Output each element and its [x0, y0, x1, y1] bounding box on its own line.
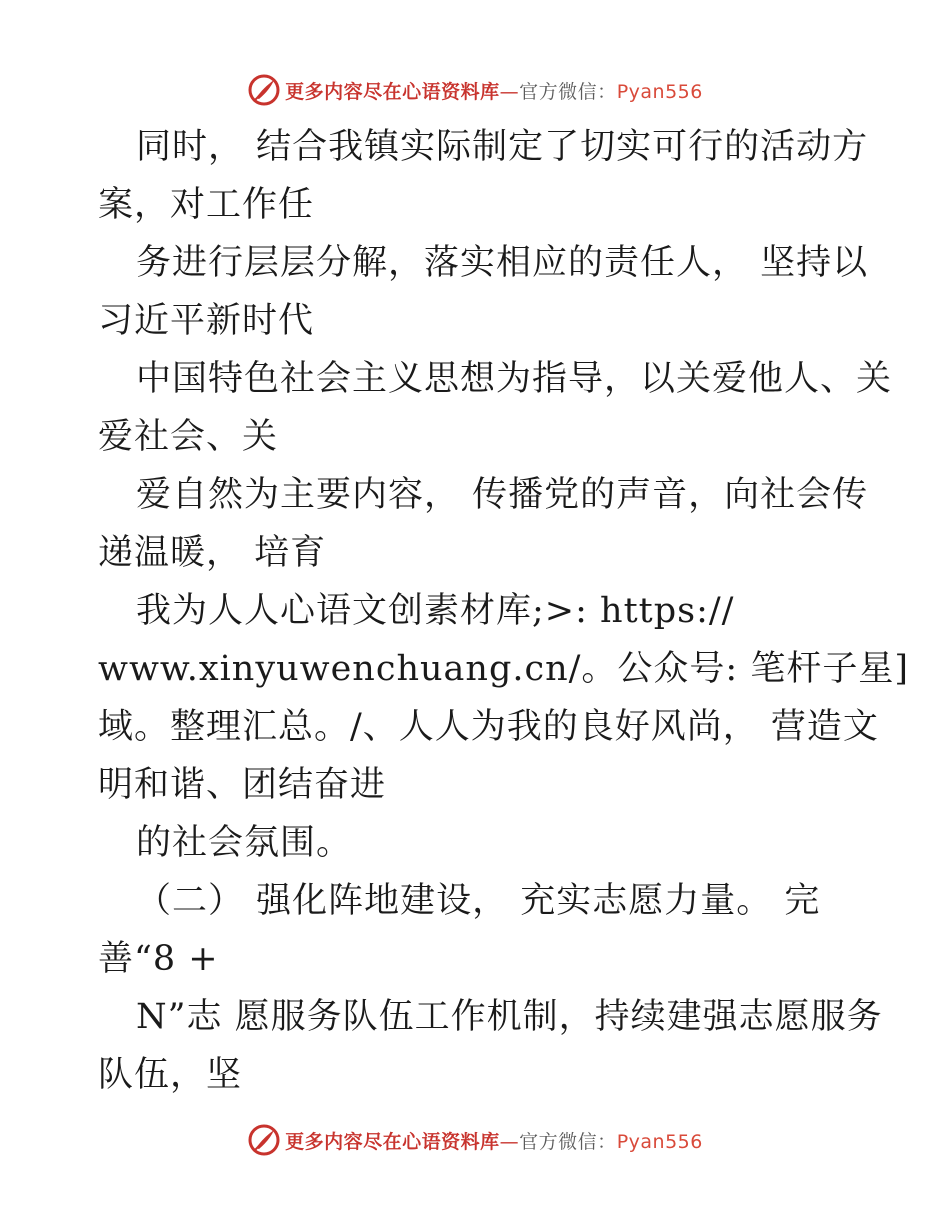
text-line: www.xinyuwenchuang.cn/。公众号: 笔杆子星] [98, 649, 909, 689]
quill-pen-logo-icon [247, 73, 281, 107]
banner-dash: — [499, 1130, 520, 1153]
text-line: 案，对工作任 [98, 185, 315, 225]
banner-brand: 更多内容尽在心语资料库 [285, 1130, 500, 1153]
header-banner [0, 68, 950, 112]
banner-text [285, 77, 703, 104]
text-line: 递温暖， 培育 [98, 533, 327, 573]
text-line: 的社会氛围。 [136, 823, 353, 863]
text-line: 同时， 结合我镇实际制定了切实可行的活动方 [136, 127, 869, 167]
text-line: 中国特色社会主义思想为指导，以关爱他人、关 [136, 359, 893, 399]
text-line: （二） 强化阵地建设， 充实志愿力量。 完 [136, 881, 821, 921]
text-line: 务进行层层分解，落实相应的责任人， 坚持以 [136, 243, 869, 283]
text-line: 善“8 + [98, 939, 219, 979]
banner-text [285, 1127, 703, 1154]
text-line: 队伍，坚 [98, 1055, 243, 1095]
footer-banner [0, 1118, 950, 1162]
text-line: 我为人人心语文创素材库;>: https:// [136, 591, 735, 631]
text-line: 爱社会、关 [98, 417, 279, 457]
text-line: 明和谐、团结奋进 [98, 765, 387, 805]
banner-dash: — [499, 80, 520, 103]
quill-pen-logo-icon [247, 1123, 281, 1157]
banner-wechat-id: Pyan556 [616, 1130, 703, 1153]
text-line: 域。整理汇总。/、人人为我的良好风尚， 营造文 [98, 707, 879, 747]
banner-wechat-id: Pyan556 [616, 80, 703, 103]
banner-brand: 更多内容尽在心语资料库 [285, 80, 500, 103]
text-line: N”志 愿服务队伍工作机制，持续建强志愿服务 [136, 997, 883, 1037]
document-body [98, 118, 909, 1104]
text-line: 习近平新时代 [98, 301, 315, 341]
banner-sub: 官方微信： [519, 1130, 617, 1153]
banner-sub: 官方微信： [519, 80, 617, 103]
text-line: 爱自然为主要内容， 传播党的声音，向社会传 [136, 475, 869, 515]
